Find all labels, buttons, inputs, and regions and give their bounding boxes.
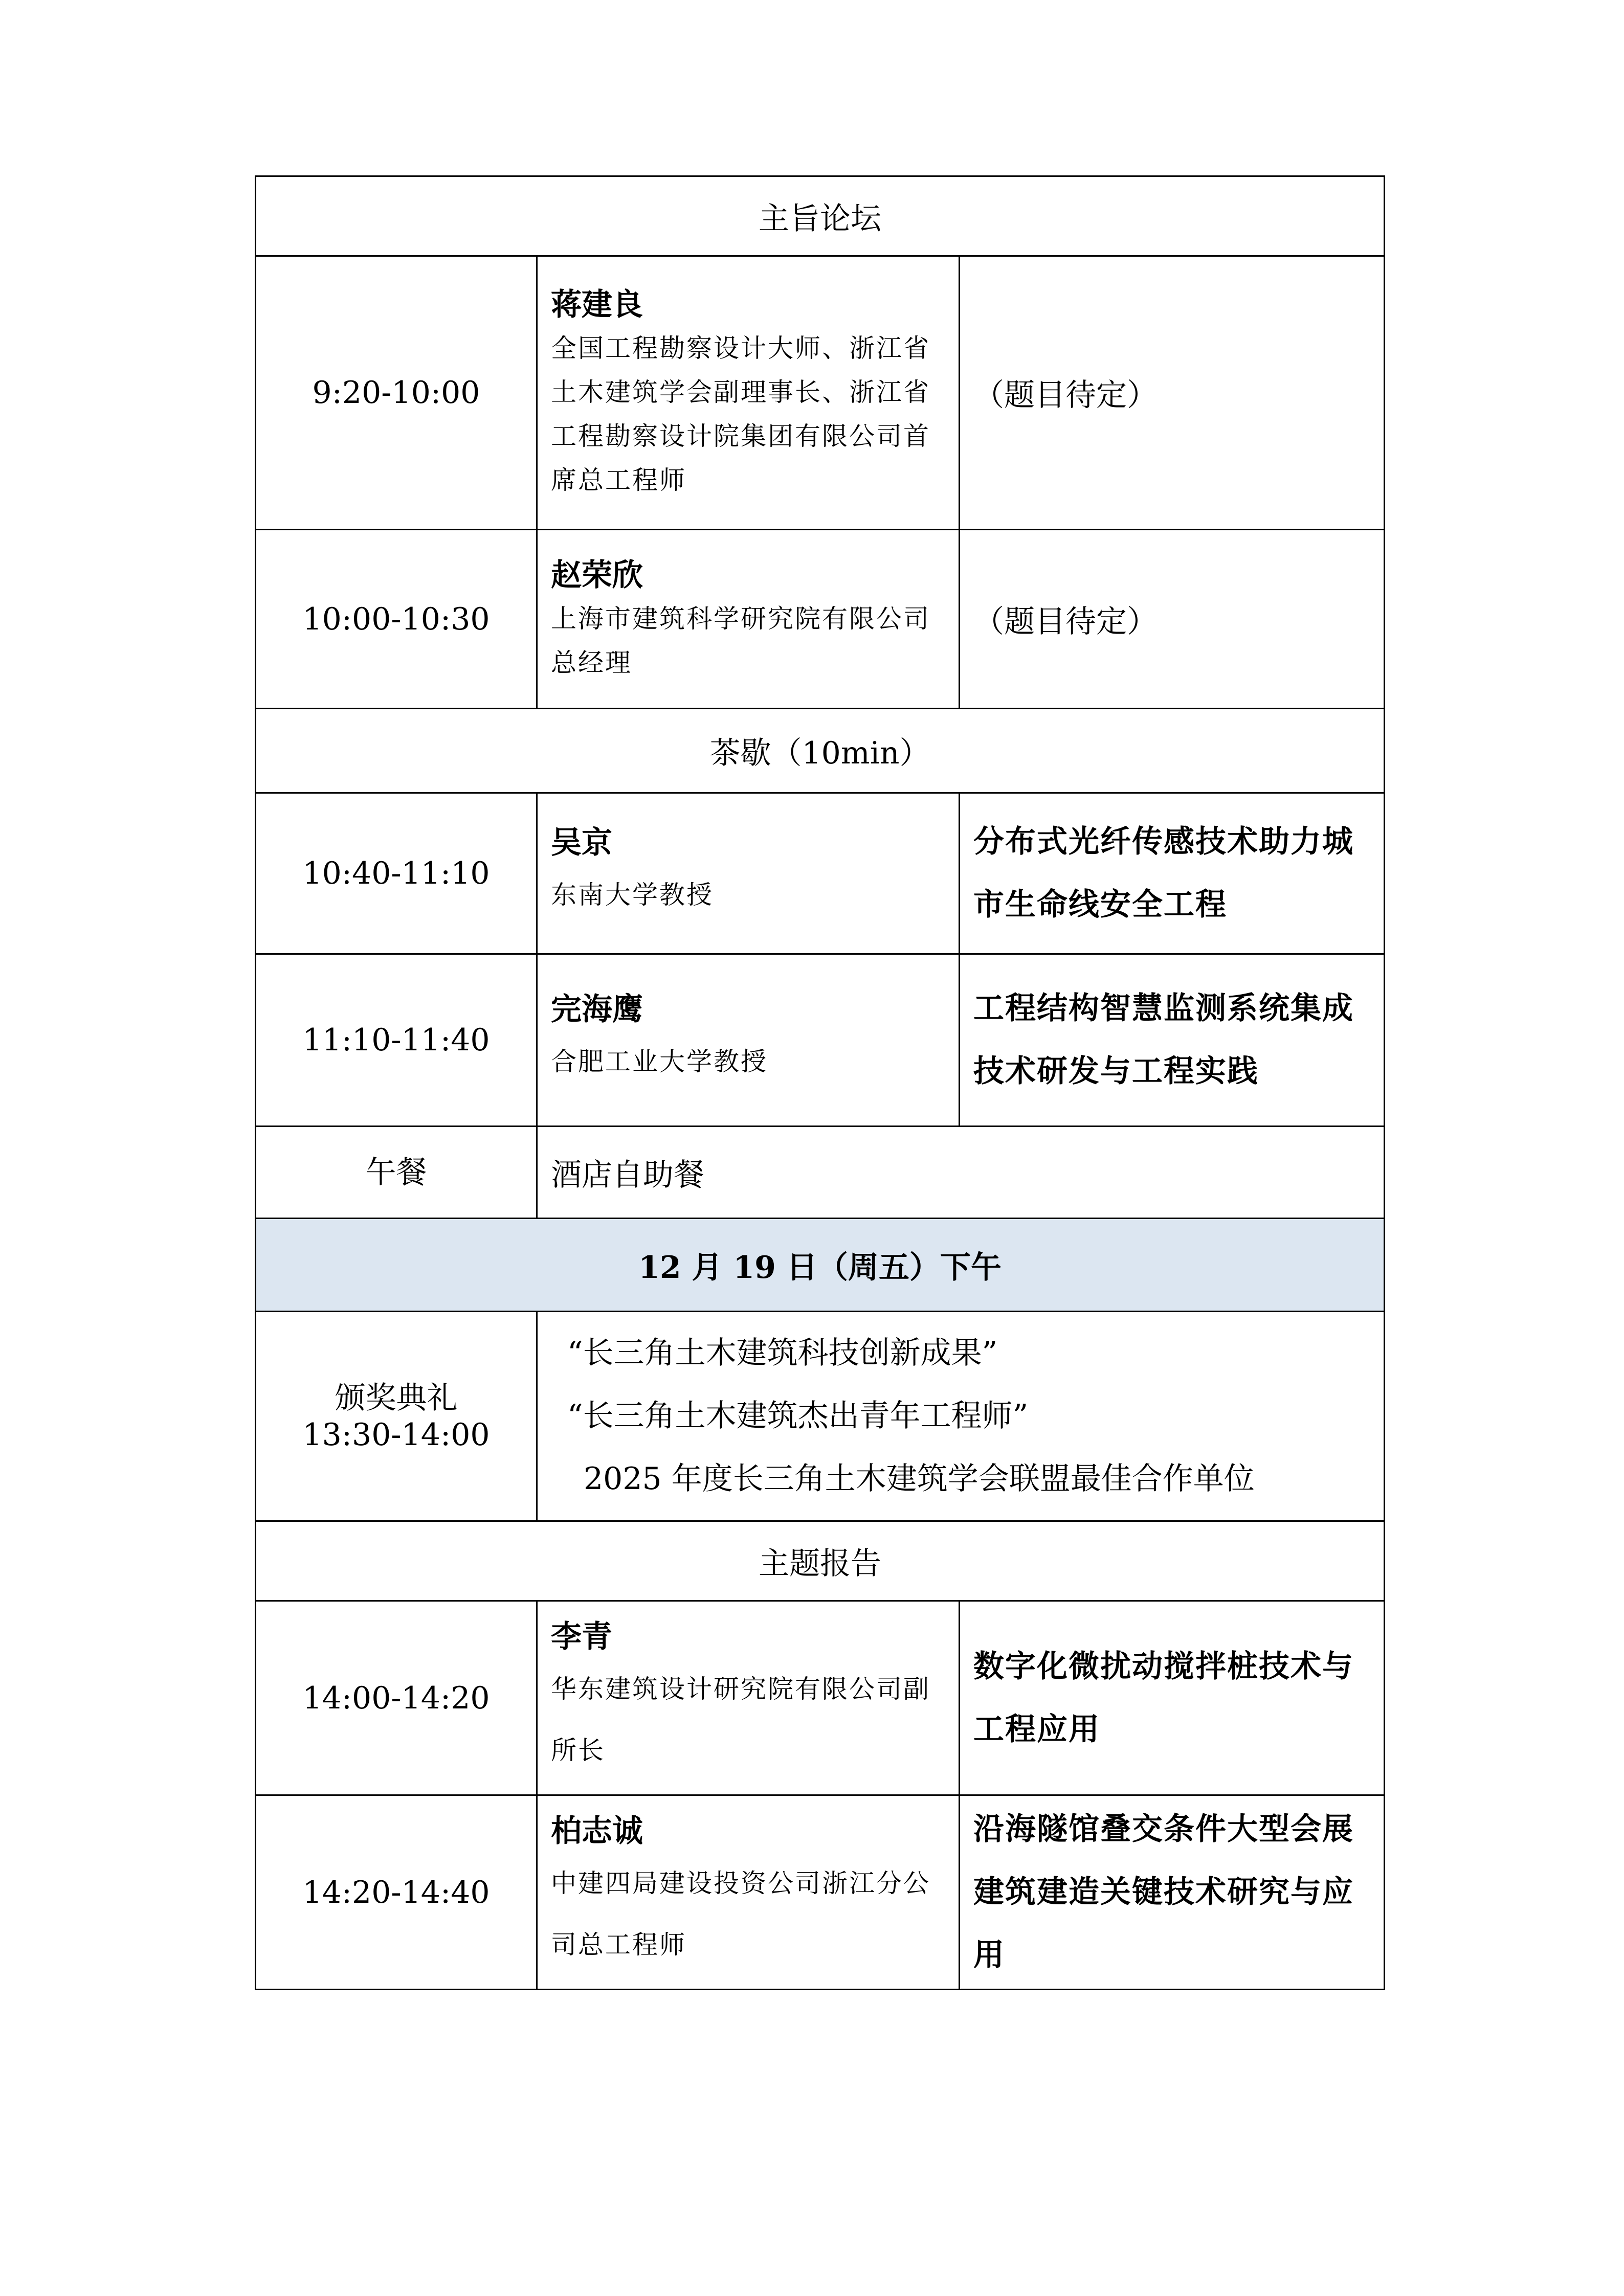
award-label: 颁奖典礼	[335, 1380, 458, 1416]
speaker-affiliation: 东南大学教授	[551, 880, 714, 910]
section-row	[256, 176, 1385, 256]
award-list	[537, 1312, 1385, 1521]
speaker-name: 李青	[551, 1618, 612, 1655]
talk-title: （题目待定）	[960, 256, 1385, 530]
speaker-cell	[537, 954, 960, 1127]
session-time: 14:00-14:20	[256, 1601, 537, 1795]
table-row	[256, 793, 1385, 954]
table-row	[256, 1601, 1385, 1795]
session-time: 10:40-11:10	[256, 793, 537, 954]
session-time: 11:10-11:40	[256, 954, 537, 1127]
section-title-theme: 主题报告	[256, 1521, 1385, 1601]
award-item: 2025 年度长三角土木建筑学会联盟最佳合作单位	[584, 1461, 1255, 1497]
speaker-cell	[537, 793, 960, 954]
section-row	[256, 1521, 1385, 1601]
session-time: 10:00-10:30	[256, 530, 537, 709]
speaker-cell	[537, 1601, 960, 1795]
speaker-name: 柏志诚	[551, 1813, 643, 1849]
talk-title: 工程结构智慧监测系统集成技术研发与工程实践	[960, 954, 1385, 1127]
speaker-name: 赵荣欣	[551, 557, 643, 593]
speaker-cell	[537, 1795, 960, 1990]
award-time: 13:30-14:00	[302, 1416, 490, 1453]
speaker-affiliation: 中建四局建设投资公司浙江分公司总工程师	[551, 1868, 930, 1960]
award-row	[256, 1312, 1385, 1521]
table-row	[256, 954, 1385, 1127]
speaker-name: 完海鹰	[551, 992, 643, 1027]
table-row	[256, 530, 1385, 709]
award-item: “长三角土木建筑科技创新成果”	[567, 1335, 998, 1371]
award-cell	[256, 1312, 537, 1521]
talk-title: 沿海隧馆叠交条件大型会展建筑建造关键技术研究与应用	[960, 1795, 1385, 1990]
talk-title: （题目待定）	[960, 530, 1385, 709]
award-item: “长三角土木建筑杰出青年工程师”	[567, 1398, 1029, 1434]
table-row	[256, 256, 1385, 530]
speaker-affiliation: 全国工程勘察设计大师、浙江省土木建筑学会副理事长、浙江省工程勘察设计院集团有限公司首席总工程师	[551, 333, 930, 495]
section-title-keynote: 主旨论坛	[256, 176, 1385, 256]
session-time: 9:20-10:00	[256, 256, 537, 530]
lunch-label: 午餐	[256, 1127, 537, 1219]
session-time: 14:20-14:40	[256, 1795, 537, 1990]
speaker-cell	[537, 256, 960, 530]
tea-break: 茶歇（10min）	[256, 709, 1385, 793]
schedule-table	[255, 175, 1385, 1990]
speaker-affiliation: 上海市建筑科学研究院有限公司总经理	[551, 603, 930, 678]
afternoon-date-header: 12 月 19 日（周五）下午	[256, 1219, 1385, 1312]
talk-title: 数字化微扰动搅拌桩技术与工程应用	[960, 1601, 1385, 1795]
speaker-affiliation: 华东建筑设计研究院有限公司副所长	[551, 1674, 930, 1765]
talk-title: 分布式光纤传感技术助力城市生命线安全工程	[960, 793, 1385, 954]
date-header-row	[256, 1219, 1385, 1312]
lunch-row	[256, 1127, 1385, 1219]
speaker-affiliation: 合肥工业大学教授	[551, 1047, 768, 1076]
lunch-content: 酒店自助餐	[537, 1127, 1385, 1219]
speaker-name: 吴京	[551, 825, 612, 861]
break-row	[256, 709, 1385, 793]
speaker-name: 蒋建良	[551, 287, 643, 323]
table-row	[256, 1795, 1385, 1990]
speaker-cell	[537, 530, 960, 709]
